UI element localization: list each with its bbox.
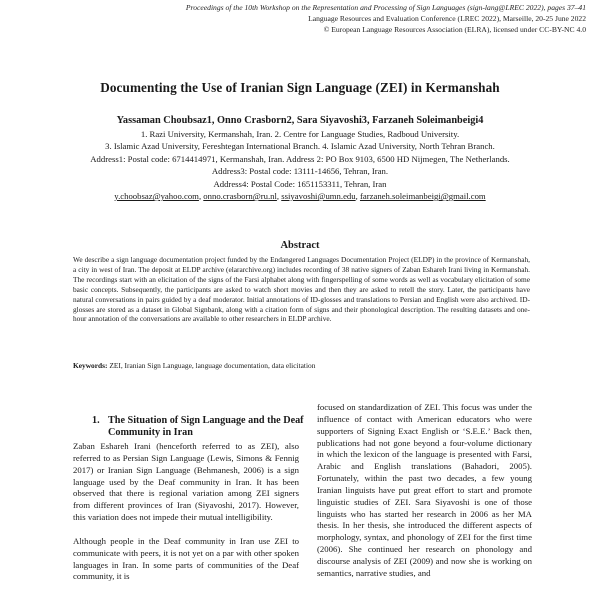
abstract-heading: Abstract [280,240,320,251]
affiliation-line-2: 3. Islamic Azad University, Fereshtegan International Branch. 4. Islamic Azad University, North Tehran Branch. [105,141,495,152]
section-title: The Situation of Sign Language and the Deaf Community in Iran [108,415,304,438]
email-link-1[interactable]: y.choobsaz@yahoo.com [114,191,199,202]
affiliations [74,128,526,202]
paper-title: Documenting the Use of Iranian Sign Language (ZEI) in Kermanshah [100,80,500,95]
email-list [74,190,526,202]
address-line-1: Address1: Postal code: 6714414971, Kermanshah, Iran. Address 2: PO Box 9103, 6500 HD Nijmegen, The Netherlands. Address3: Postal code: 13111-14656, Tehran, Iran. [90,153,510,177]
email-link-2[interactable]: onno.crasborn@ru.nl [203,191,277,202]
right-column [317,402,532,580]
body-paragraph-1: Zaban Eshareh Irani (henceforth referred to as ZEI), also referred to as Persian Sign Language (Lewis, Simons & Fennig 2017) or Iranian Sign Language (Behmanesh, 2006) is a sign language used by the Deaf community in Iran. It has been observed that there is regional variation among ZEI signers from different provinces of Iran (Siyavoshi, 2017). However, this variation does not impede their mutual intelligibility. [73,441,299,523]
body-paragraph-2: Although people in the Deaf community in Iran use ZEI to communicate with peers, it is not yet on a par with other spoken languages in Iran. In some parts of communities of the Deaf community, it is [73,535,299,582]
abstract-text: We describe a sign language documentation project funded by the Endangered Languages Documentation Project (ELDP) in the province of Kermanshah, a city in west of Iran. The deposit at ELDP archive (elararchive.org) includes recording of 38 native signers of Zaban Eshareh Irani living in Kermanshah. The recordings start with an elicitation of the signs of the Farsi alphabet along with fingerspelling of some words as well as vocabulary elicitation of some basic concepts. Subsequently, the participants are asked to watch short movies and then they are asked to retell the story. Later, the participants have natural conversations in pairs guided by a deaf moderator. Initial annotations of ID-glosses and translations to Persian and English were also archived. ID-glosses are stored as a dataset in Global Signbank, along with a citation form of signs and their phonological description. The resulting datasets and one-hour annotation of the conversations are available to other researchers in ELDP archive. [73,255,530,324]
proceedings-line-1: Proceedings of the 10th Workshop on the Representation and Processing of Sign Languages (sign-lang@LREC 2022), pages 37–41 [185,3,586,12]
section-number: 1. [92,415,100,426]
address-line-2: Address4: Postal Code: 1651153311, Tehran, Iran [213,178,387,189]
author-list: Yassaman Choubsaz1, Onno Crasborn2, Sara Siyavoshi3, Farzaneh Soleimanbeigi4 [116,115,484,126]
keywords-label: Keywords: [73,361,108,370]
email-separator: , [276,191,282,202]
keywords [73,361,315,370]
proceedings-line-2: Language Resources and Evaluation Conference (LREC 2022), Marseille, 20-25 June 2022 [308,14,586,23]
affiliation-line-1: 1. Razi University, Kermanshah, Iran. 2. Centre for Language Studies, Radboud University. [140,129,460,139]
proceedings-header [146,2,586,35]
body-paragraph-3: focused on standardization of ZEI. This focus was under the influence of contact with American educators who were supporters of Signing Exact English or ‘S.E.E.’ Back then, publications had not gone beyond a four-volume dictionary in which the lexicon of the language is presented with Farsi, Arabic and English translations (Bahadori, 2005). Fortunately, within the past two decades, a few young Iranian linguists have put great effort to start and promote linguistic studies of ZEI. Sara Siyavoshi is one of those linguists who has started her research in 2006 as her MA thesis. In her thesis, she introduced the different aspects of morphology, syntax, and phonology of ZEI for the first time (2006). She continued her research on phonology and discourse analysis of ZEI (2009) and now she is working on semantics, narrative studies, and [317,402,532,578]
proceedings-line-3: © European Language Resources Association (ELRA), licensed under CC-BY-NC 4.0 [323,25,586,34]
email-separator: , [355,191,360,202]
keywords-list: ZEI, Iranian Sign Language, language documentation, data elicitation [107,361,316,370]
email-link-3[interactable]: ssiyavoshi@umn.edu [281,191,356,202]
email-separator: , [198,191,204,202]
email-link-4[interactable]: farzaneh.soleimanbeigi@gmail.com [359,191,486,202]
left-column [73,441,299,583]
